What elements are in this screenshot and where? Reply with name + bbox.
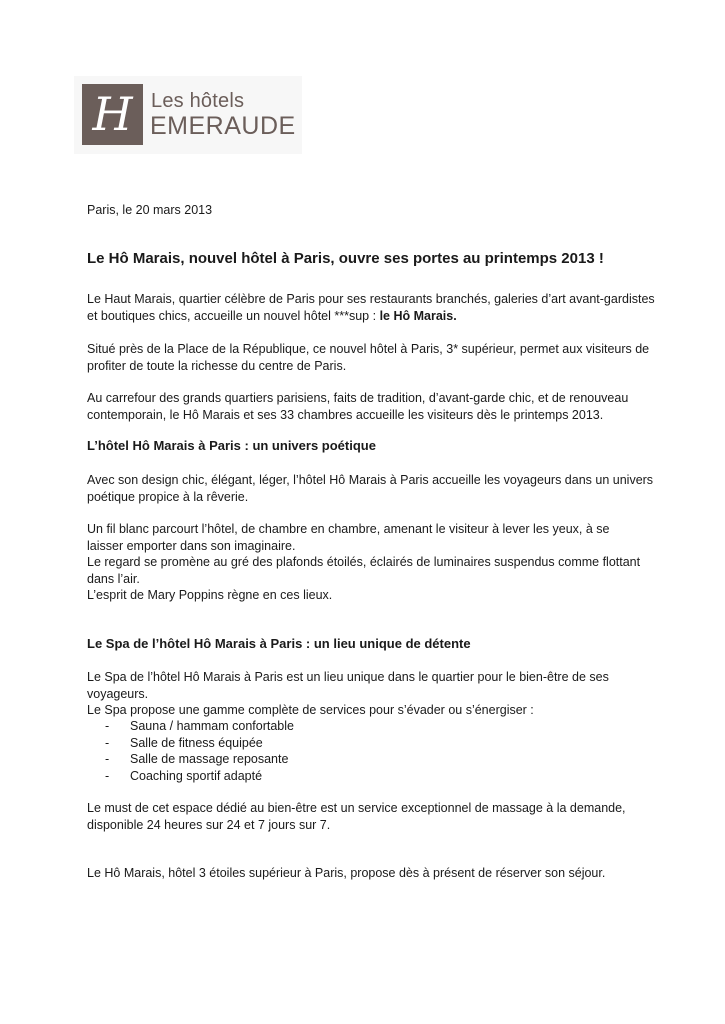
section-heading-spa: Le Spa de l’hôtel Hô Marais à Paris : un lieu unique de détente	[87, 636, 471, 651]
headline: Le Hô Marais, nouvel hôtel à Paris, ouvre ses portes au printemps 2013 !	[87, 250, 604, 267]
logo-monogram-icon: H	[82, 84, 143, 145]
intro-line-2: et boutiques chics, accueille un nouvel hôtel ***sup : le Hô Marais.	[87, 308, 457, 323]
paragraph-design: Avec son design chic, élégant, léger, l’hôtel Hô Marais à Paris accueille les voyageurs dans un univers poétique propice à la rêverie.	[87, 473, 654, 504]
paragraph-spa: Le Spa de l’hôtel Hô Marais à Paris est un lieu unique dans le quartier pour le bien-être de ses voyageurs. Le Spa propose une gamme complète de services pour s’évader ou s’énergiser :	[87, 670, 609, 717]
list-item: - Salle de massage reposante	[105, 752, 289, 766]
list-item: - Coaching sportif adapté	[105, 768, 263, 783]
list-item: - Sauna / hammam confortable	[105, 719, 294, 733]
spa-services-list	[105, 718, 294, 784]
logo-line-2: EMERAUDE	[150, 112, 296, 140]
paragraph-massage: Le must de cet espace dédié au bien-être est un service exceptionnel de massage à la demande, disponible 24 heures sur 24 et 7 jours sur 7.	[87, 801, 626, 832]
date-line: Paris, le 20 mars 2013	[87, 203, 213, 217]
hotel-logo	[74, 76, 302, 154]
paragraph-white-thread: Un fil blanc parcourt l’hôtel, de chambre en chambre, amenant le visiteur à lever les yeux, à se laisser emporter dans son imaginaire. Le regard se promène au gré des plafonds étoilés, éclairés de luminaires suspendus comme flottant dans l’air. L’esprit de Mary Poppins règne en ces lieux.	[87, 522, 641, 602]
logo-line-1: Les hôtels	[151, 90, 245, 112]
paragraph-crossroads: Au carrefour des grands quartiers parisiens, faits de tradition, d’avant-garde chic, et de renouveau contemporain, le Hô Marais et ses 33 chambres accueille les visiteurs dès le printemps 2013.	[87, 391, 629, 422]
list-item: - Salle de fitness équipée	[105, 735, 263, 750]
paragraph-location: Situé près de la Place de la République, ce nouvel hôtel à Paris, 3* supérieur, permet aux visiteurs de profiter de toute la richesse du centre de Paris.	[87, 342, 650, 373]
hotel-name-bold: le Hô Marais.	[379, 308, 457, 323]
intro-line-1: Le Haut Marais, quartier célèbre de Paris pour ses restaurants branchés, galeries d’art avant-gardistes	[87, 292, 655, 306]
intro-paragraph	[87, 291, 655, 324]
closing-line: Le Hô Marais, hôtel 3 étoiles supérieur à Paris, propose dès à présent de réserver son séjour.	[87, 866, 606, 880]
section-heading-poetic: L’hôtel Hô Marais à Paris : un univers poétique	[87, 438, 376, 453]
